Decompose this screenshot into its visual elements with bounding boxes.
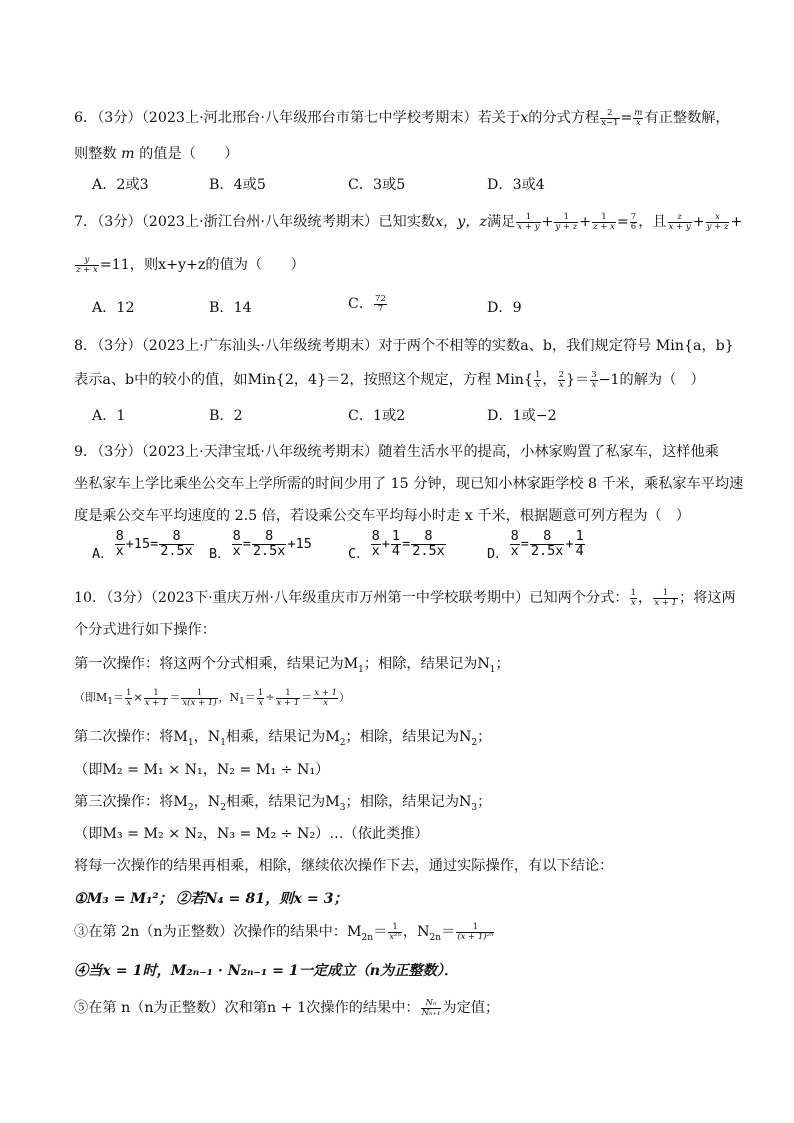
- q10-instruction: 将每一次操作的结果再相乘，相除，继续依次操作下去，通过实际操作，有以下结论：: [74, 858, 614, 874]
- q8-option-d: D．1或−2: [487, 408, 557, 424]
- q7-line2: $\frac{y}{z + x}$ =11，则x+y+z的值为（ ）: [76, 255, 305, 275]
- q8-option-b: B．2: [209, 408, 243, 424]
- q9-option-a: A． $\frac{8}{x}$ +15= $\frac{8}{2.5x}$: [92, 528, 193, 562]
- q6-option-b: B．4或5: [209, 177, 266, 193]
- q9-option-b: B． $\frac{8}{x}$ = $\frac{8}{2.5x}$ +15: [209, 528, 312, 562]
- q7-option-c: C． $\frac{72}{7}$: [348, 294, 386, 314]
- q8-line1: 8．（3分）（2023上·广东汕头·八年级统考期末）对于两个不相等的实数a、b，我们规定符号 Min{a，b}: [74, 338, 734, 354]
- q10-op3: 第三次操作：将$M_2$，$N_2$相乘，结果记为$M_3$；相除，结果记为$N_3$；: [74, 794, 492, 813]
- q10-op3-expr: （即M₃ = M₂ × N₂，N₃ = M₂ ÷ N₂）…（依此类推）: [74, 826, 429, 842]
- q7-option-a: A．12: [92, 300, 135, 316]
- q8-option-c: C．1或2: [348, 408, 406, 424]
- q10-conclusion-3: ③在第 2n（n为正整数）次操作的结果中：$M_{2n}=$ $\frac{1}{\text{x²ⁿ}}$ ，$N_{2n}=$ $\frac{1}{\text{(x + 1)²ⁿ}}$: [74, 922, 494, 943]
- q10-op1-expr: （即$M_1=$ $\frac{1}{x}$ × $\frac{1}{x + 1}$ ＝ $\frac{1}{x(x + 1)}$ ，$N_1=$ $\frac{1}{x}$ ÷ $\frac{1}{x + 1}$ ＝ $\frac{x + 1}{x}$ ）: [74, 688, 350, 708]
- q6-frac2: $\frac{m}{x}$: [634, 108, 643, 128]
- q6-option-d: D．3或4: [487, 177, 545, 193]
- q7-option-b: B．14: [209, 300, 252, 316]
- q10-conclusion-4: ④当x = 1时，M₂ₙ₋₁ · N₂ₙ₋₁ = 1一定成立（n为正整数）．: [74, 963, 459, 979]
- q9-line3: 度是乘公交车平均速度的 2.5 倍，若设乘公交车平均每小时走 x 千米，根据题意可列方程为（ ）: [74, 508, 691, 524]
- q10-line2: 个分式进行如下操作：: [74, 622, 216, 638]
- q10-line1: 10．（3分）（2023下·重庆万州·八年级重庆市万州第一中学校联考期中）已知两个分式： $\frac{1}{x}$ ， $\frac{1}{x + 1}$ ；将这两: [74, 588, 736, 608]
- q9-line2: 坐私家车上学比乘坐公交车上学所需的时间少用了 15 分钟，现已知小林家距学校 8 千米，乘私家车平均速: [74, 476, 744, 492]
- q6-line2: 则整数 m 的值是（ ）: [74, 146, 239, 162]
- q6-option-a: A．2或3: [92, 177, 149, 193]
- q10-conclusion-1: ①M₃ = M₁²；: [74, 891, 173, 907]
- q8-line2: 表示a、b中的较小的值，如Min{2，4}＝2，按照这个规定，方程 Min{ $\frac{1}{x}$ ， $\frac{2}{x}$ }＝ $\frac{3}{x}$ −1的解为（ ）: [74, 370, 705, 390]
- q9-line1: 9．（3分）（2023上·天津宝坻·八年级统考期末）随着生活水平的提高，小林家购置了私家车，这样他乘: [74, 444, 719, 460]
- q6-meta: 6．（3分）（2023上·河北邢台·八年级邢台市第七中学校考期末）若关于: [74, 110, 521, 126]
- q8-option-a: A．1: [92, 408, 126, 424]
- q7-line1: 7．（3分）（2023上·浙江台州·八年级统考期末）已知实数x，y，z满足 $\frac{1}{x + y}$ + $\frac{1}{y + z}$ + $\frac{1}{z + x}$ = $\frac{7}{6}$ ，且 $\frac{z}{x + y}$ + $\frac{x}{y + z}$ +: [74, 212, 743, 232]
- q6-line1: 6．（3分）（2023上·河北邢台·八年级邢台市第七中学校考期末）若关于x的分式方程 $\frac{2}{x-1}$ = $\frac{m}{x}$ 有正整数解，: [74, 108, 730, 128]
- q9-option-d: D． $\frac{8}{x}$ = $\frac{8}{2.5x}$ + $\frac{1}{4}$: [487, 528, 584, 562]
- q7-option-d: D．9: [487, 300, 522, 316]
- q10-conclusion-5: ⑤在第 n（n为正整数）次和第n + 1次操作的结果中： $\frac{\text{Nₙ}}{\text{Nₙ₊₁}}$ 为定值；: [74, 998, 500, 1018]
- q6-option-c: C．3或5: [348, 177, 406, 193]
- q10-op1: 第一次操作：将这两个分式相乘，结果记为$M_1$；相除，结果记为$N_1$；: [74, 656, 510, 675]
- q10-conclusion-2: ②若N₄ = 81，则x = 3；: [176, 891, 348, 907]
- q10-op2-expr: （即M₂ = M₁ × N₁，N₂ = M₁ ÷ N₁）: [74, 762, 330, 778]
- q9-option-c: C． $\frac{8}{x}$ + $\frac{1}{4}$ = $\frac{8}{2.5x}$: [348, 528, 445, 562]
- q10-op2: 第二次操作：将$M_1$，$N_1$相乘，结果记为$M_2$；相除，结果记为$N_2$；: [74, 729, 492, 748]
- q6-frac1: $\frac{2}{x-1}$: [601, 108, 619, 128]
